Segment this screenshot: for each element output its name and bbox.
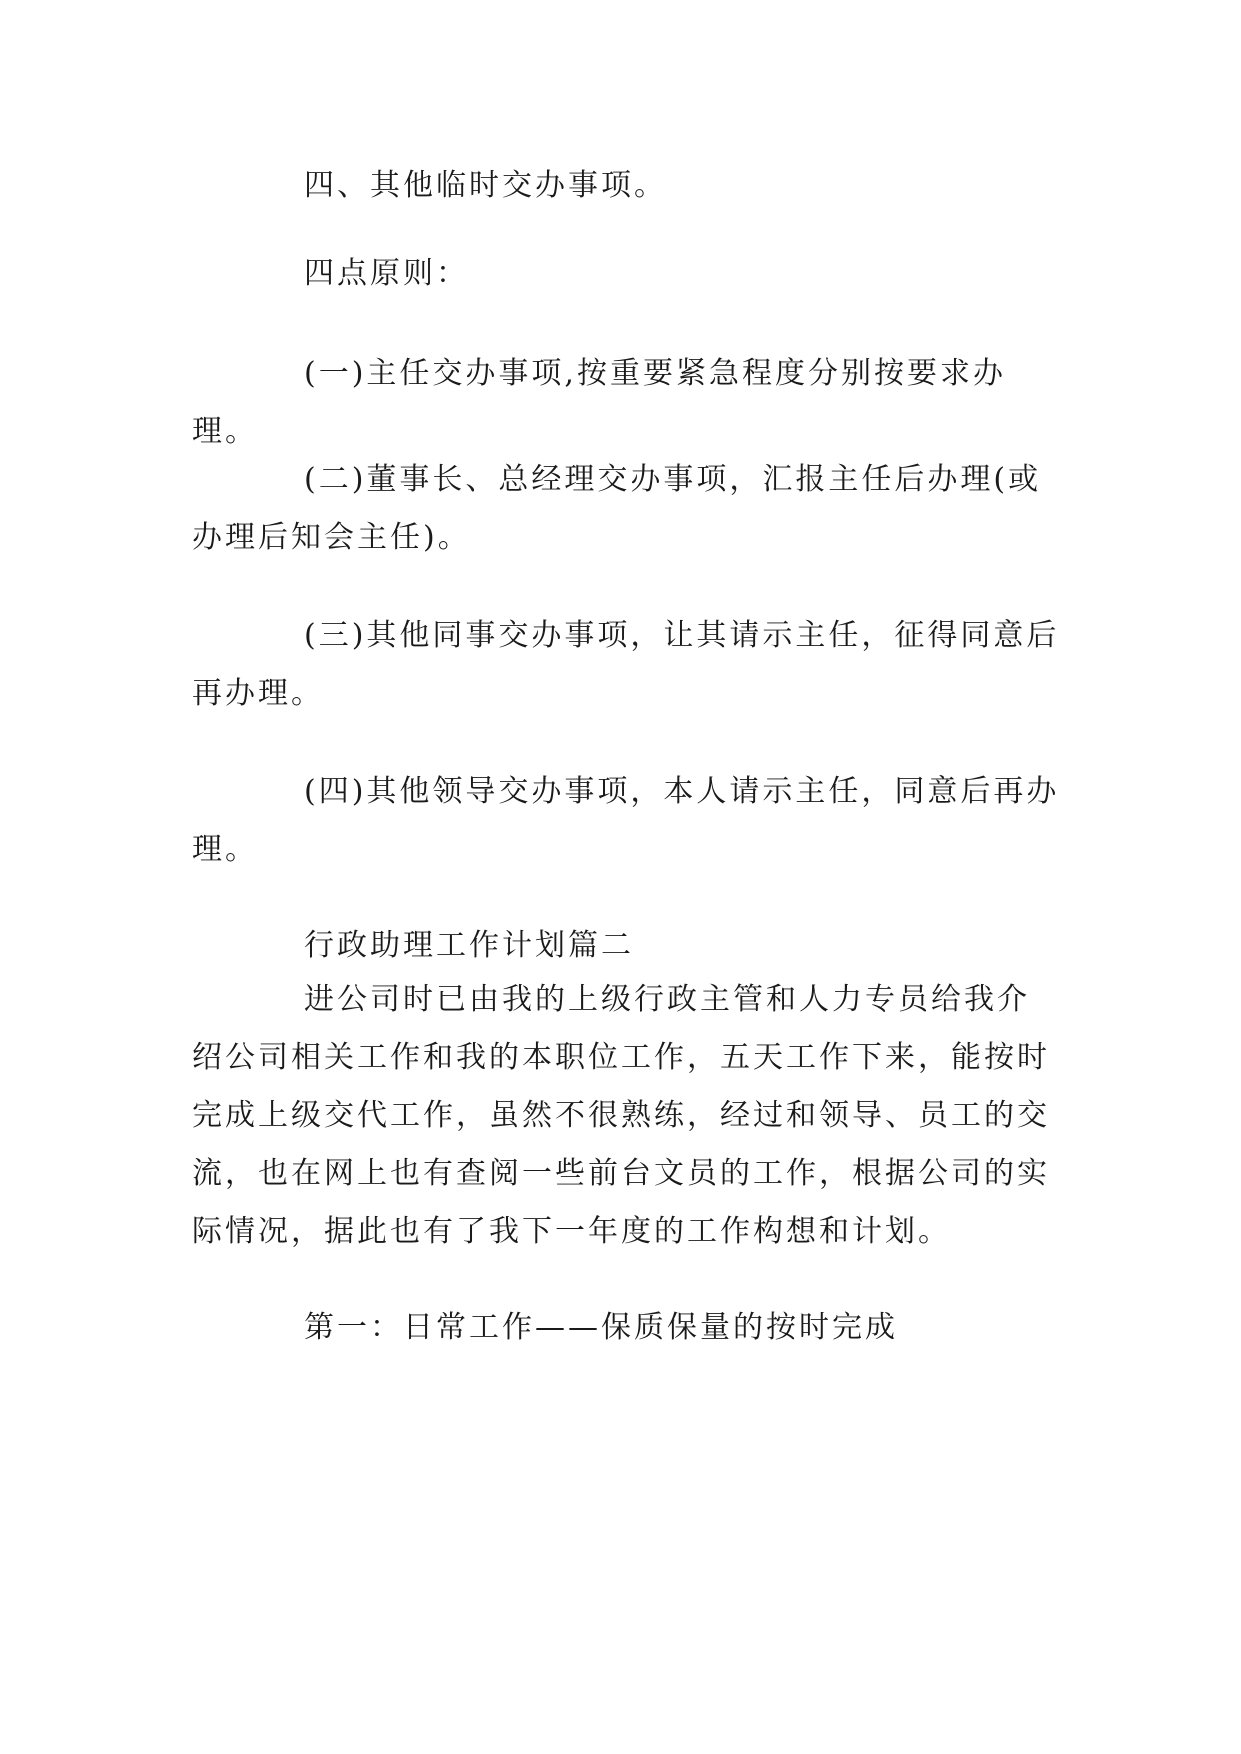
paragraph-principle-2: (二)董事长、总经理交办事项，汇报主任后办理(或办理后知会主任)。	[192, 462, 1042, 555]
paragraph-item-four: 四、其他临时交办事项。	[304, 168, 667, 203]
section-title: 行政助理工作计划篇二	[304, 928, 634, 963]
paragraph-principle-4: (四)其他领导交办事项，本人请示主任，同意后再办理。	[192, 774, 1060, 867]
paragraph-daily-work: 第一：日常工作——保质保量的按时完成	[304, 1310, 898, 1345]
paragraph-intro: 进公司时已由我的上级行政主管和人力专员给我介绍公司相关工作和我的本职位工作，五天工作下来，能按时完成上级交代工作，虽然不很熟练，经过和领导、员工的交流，也在网上也有查阅一些前台文员的工作，根据公司的实际情况，据此也有了我下一年度的工作构想和计划。	[192, 982, 1050, 1249]
paragraph-principle-3: (三)其他同事交办事项，让其请示主任，征得同意后再办理。	[192, 618, 1060, 711]
paragraph-principles-heading: 四点原则：	[304, 256, 469, 291]
paragraph-principle-1: (一)主任交办事项,按重要紧急程度分别按要求办理。	[192, 356, 1006, 449]
